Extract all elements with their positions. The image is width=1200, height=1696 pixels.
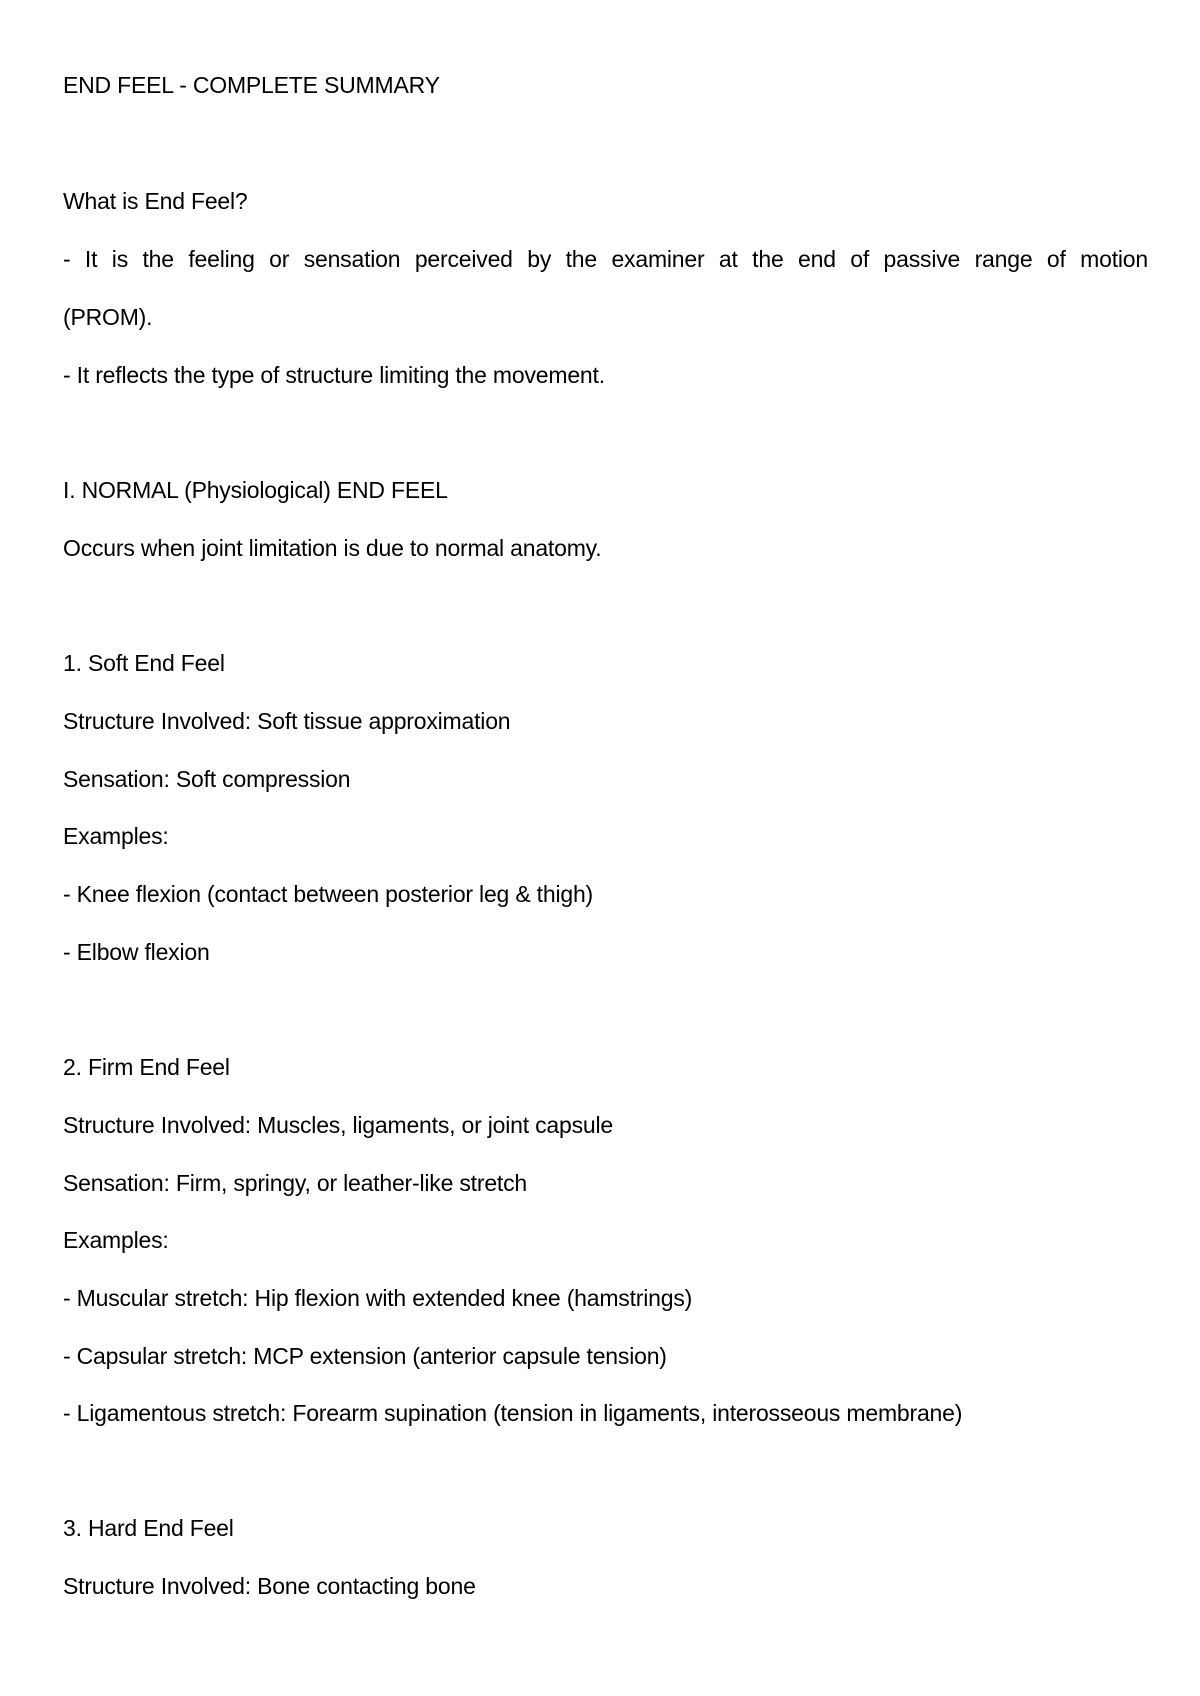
firm-end-feel-heading: 2. Firm End Feel [63, 1054, 230, 1080]
hard-structure-involved: Structure Involved: Bone contacting bone [63, 1573, 476, 1599]
document-title: END FEEL - COMPLETE SUMMARY [63, 72, 440, 98]
hard-end-feel-heading: 3. Hard End Feel [63, 1515, 234, 1541]
soft-example-item: - Elbow flexion [63, 939, 210, 965]
firm-sensation: Sensation: Firm, springy, or leather-like stretch [63, 1170, 528, 1196]
intro-heading: What is End Feel? [63, 188, 248, 214]
soft-examples-label: Examples: [63, 823, 169, 849]
firm-example-item: - Capsular stretch: MCP extension (anterior capsule tension) [63, 1343, 667, 1369]
soft-end-feel-heading: 1. Soft End Feel [63, 650, 225, 676]
intro-bullet-1-line-1: - It is the feeling or sensation perceived by the examiner at the end of passive range of motion [63, 246, 1148, 272]
soft-structure-involved: Structure Involved: Soft tissue approximation [63, 708, 511, 734]
normal-section-heading: I. NORMAL (Physiological) END FEEL [63, 477, 448, 503]
intro-bullet-1-line-2: (PROM). [63, 304, 153, 330]
soft-example-item: - Knee flexion (contact between posterior leg & thigh) [63, 881, 594, 907]
firm-structure-involved: Structure Involved: Muscles, ligaments, or joint capsule [63, 1112, 613, 1138]
firm-examples-label: Examples: [63, 1227, 169, 1253]
normal-section-description: Occurs when joint limitation is due to normal anatomy. [63, 535, 602, 561]
intro-bullet-2: - It reflects the type of structure limiting the movement. [63, 362, 605, 388]
soft-sensation: Sensation: Soft compression [63, 766, 351, 792]
firm-example-item: - Ligamentous stretch: Forearm supination (tension in ligaments, interosseous membrane) [63, 1400, 963, 1426]
firm-example-item: - Muscular stretch: Hip flexion with extended knee (hamstrings) [63, 1285, 693, 1311]
